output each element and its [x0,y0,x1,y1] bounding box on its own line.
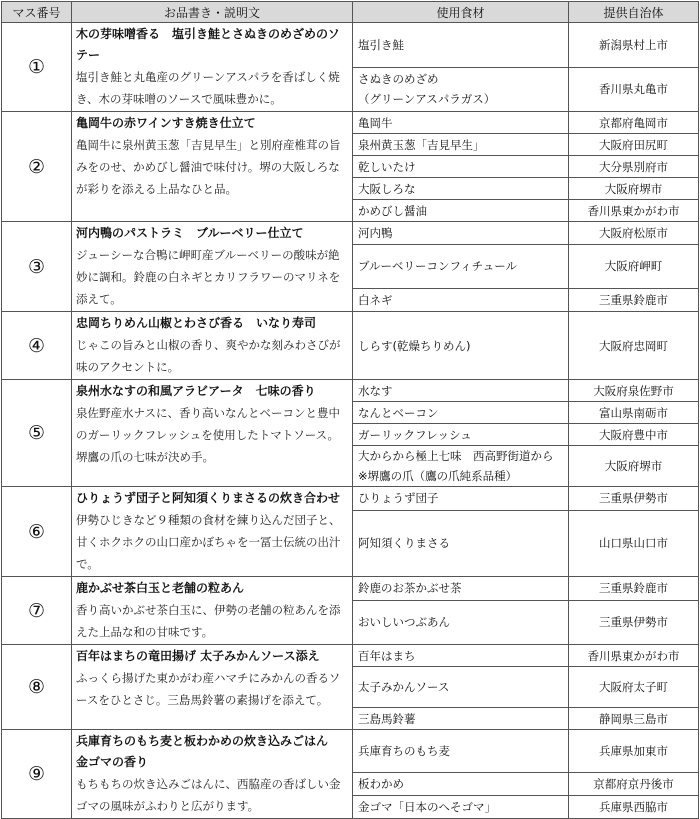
dish-description: ジューシーな合鴨に岬町産ブルーベリーの酸味が絶妙に調和。鈴鹿の白ネギとカリフラワーのマリネを添えて。 [76,248,341,306]
municipality: 兵庫県西脇市 [569,795,699,818]
dish-description: 伊勢ひじきなど９種類の食材を練り込んだ団子と、甘くホクホクの山口産かぼちゃを一冨士伝統の出汁で。 [76,513,341,571]
municipality: 静岡県三島市 [569,708,699,730]
dish-description: もちもちの炊き込みごはんに、西脇産の香ばしい金ゴマの風味がふわりと広がります。 [76,777,341,813]
item-description-cell [72,23,353,112]
municipality: 三重県鈴鹿市 [569,288,699,311]
item-number: ⑨ [2,730,72,819]
table-row [2,730,699,773]
ingredient-name: 河内鴨 [353,222,569,245]
item-description-cell [72,645,353,730]
item-description-cell [72,487,353,577]
table-row [2,577,699,601]
ingredient-name: 大からから極上七味 西高野街道から※堺鷹の爪（鷹の爪純系品種） [353,446,569,487]
item-number: ⑥ [2,487,72,577]
ingredient-name: 百年はまち [353,645,569,667]
item-number: ⑤ [2,380,72,487]
municipality: 大阪府太子町 [569,667,699,708]
municipality: 大阪府田尻町 [569,134,699,156]
dish-title: 河内鴨のパストラミ ブルーベリー仕立て [76,226,304,240]
dish-title: 忠岡ちりめん山椒とわさび香る いなり寿司 [76,316,317,330]
ingredient-name: ブルーベリーコンフィチュール [353,245,569,288]
municipality: 富山県南砺市 [569,402,699,424]
municipality: 新潟県村上市 [569,23,699,68]
ingredient-name: 兵庫育ちのもち麦 [353,730,569,773]
municipality: 香川県東かがわ市 [569,645,699,667]
municipality: 大阪府泉佐野市 [569,380,699,402]
municipality: 大分県別府市 [569,156,699,178]
ingredient-name: なんとベーコン [353,402,569,424]
municipality: 大阪府松原市 [569,222,699,245]
municipality: 三重県伊勢市 [569,600,699,644]
ingredient-name: 白ネギ [353,288,569,311]
ingredient-name: ガーリックフレッシュ [353,424,569,446]
municipality: 香川県東かがわ市 [569,200,699,222]
municipality: 兵庫県加東市 [569,730,699,773]
ingredient-name: 塩引き鮭 [353,23,569,68]
ingredient-name: 金ゴマ「日本のへそゴマ」 [353,795,569,818]
item-description-cell [72,577,353,645]
dish-description: 香り高いかぶせ茶白玉に、伊勢の老舗の粒あんを添えた上品な和の甘味です。 [76,603,341,639]
municipality: 三重県伊勢市 [569,487,699,511]
dish-title: 鹿かぶせ茶白玉と老舗の粒あん [76,581,245,595]
item-description-cell [72,312,353,380]
menu-table [1,1,699,819]
dish-title: ひりょうず団子と阿知須くりまさるの炊き合わせ [76,491,341,505]
municipality: 大阪府忠岡町 [569,312,699,380]
municipality: 大阪府堺市 [569,446,699,487]
dish-title: 亀岡牛の赤ワインすき焼き仕立て [76,116,256,130]
item-number: ⑦ [2,577,72,645]
header-cell-no: マス番号 [2,2,72,23]
ingredient-name: 乾しいたけ [353,156,569,178]
dish-title: 兵庫育ちのもち麦と板わかめの炊き込みごはん 金ゴマの香り [76,734,341,769]
dish-description: 塩引き鮭と丸亀産のグリーンアスパラを香ばしく焼き、木の芽味噌のソースで風味豊かに。 [76,70,340,106]
item-number: ② [2,112,72,222]
header-cell-desc: お品書き・説明文 [72,2,353,23]
ingredient-name: 泉州黄玉葱「吉見早生」 [353,134,569,156]
municipality: 山口県山口市 [569,510,699,576]
table-row [2,380,699,402]
item-description-cell [72,112,353,222]
ingredient-name: ひりょうず団子 [353,487,569,511]
ingredient-name: 大阪しろな [353,178,569,200]
ingredient-name: しらす(乾燥ちりめん) [353,312,569,380]
item-description-cell [72,222,353,312]
municipality: 香川県丸亀市 [569,67,699,112]
ingredient-name: さぬきのめざめ （グリーンアスパラガス） [353,67,569,112]
municipality: 大阪府堺市 [569,178,699,200]
table-row [2,23,699,68]
ingredient-name: かめびし醤油 [353,200,569,222]
table-header-row [2,2,699,23]
ingredient-name: 阿知須くりまさる [353,510,569,576]
municipality: 京都府京丹後市 [569,772,699,795]
ingredient-name: 板わかめ [353,772,569,795]
ingredient-name: 鈴鹿のお茶かぶせ茶 [353,577,569,601]
dish-title: 百年はまちの竜田揚げ 太子みかんソース添え [76,649,320,663]
table-row [2,312,699,380]
ingredient-name: 三島馬鈴薯 [353,708,569,730]
item-number: ③ [2,222,72,312]
table-row [2,112,699,134]
municipality: 京都府亀岡市 [569,112,699,134]
dish-description: じゃこの旨みと山椒の香り、爽やかな刻みわさびが味のアクセントに。 [76,338,341,374]
header-cell-municipality: 提供自治体 [569,2,699,23]
header-cell-ingredient: 使用食材 [353,2,569,23]
dish-title: 木の芽味噌香る 塩引き鮭とさぬきのめざめのソテー [76,27,340,62]
menu-table-body [2,23,699,819]
table-row [2,645,699,667]
item-number: ① [2,23,72,112]
ingredient-name: 水なす [353,380,569,402]
dish-description: 亀岡牛に泉州黄玉葱「吉見早生」と別府産椎茸の旨みをのせ、かめびし醤油で味付け。堺の大阪しろなが彩りを添える上品なひと品。 [76,138,341,196]
item-number: ④ [2,312,72,380]
item-description-cell [72,730,353,819]
dish-description: 泉佐野産水ナスに、香り高いなんとベーコンと豊中のガーリックフレッシュを使用したトマトソース。堺鷹の爪の七味が決め手。 [76,406,341,464]
dish-description: ふっくら揚げた東かがわ産ハマチにみかんの香るソースをひとさじ。三島馬鈴薯の素揚げを添えて。 [76,671,341,707]
item-number: ⑧ [2,645,72,730]
item-description-cell [72,380,353,487]
table-row [2,487,699,511]
municipality: 大阪府豊中市 [569,424,699,446]
table-row [2,222,699,245]
municipality: 三重県鈴鹿市 [569,577,699,601]
ingredient-name: おいしいつぶあん [353,600,569,644]
dish-title: 泉州水なすの和風アラビアータ 七味の香り [76,384,316,398]
ingredient-name: 亀岡牛 [353,112,569,134]
municipality: 大阪府岬町 [569,245,699,288]
ingredient-name: 太子みかんソース [353,667,569,708]
